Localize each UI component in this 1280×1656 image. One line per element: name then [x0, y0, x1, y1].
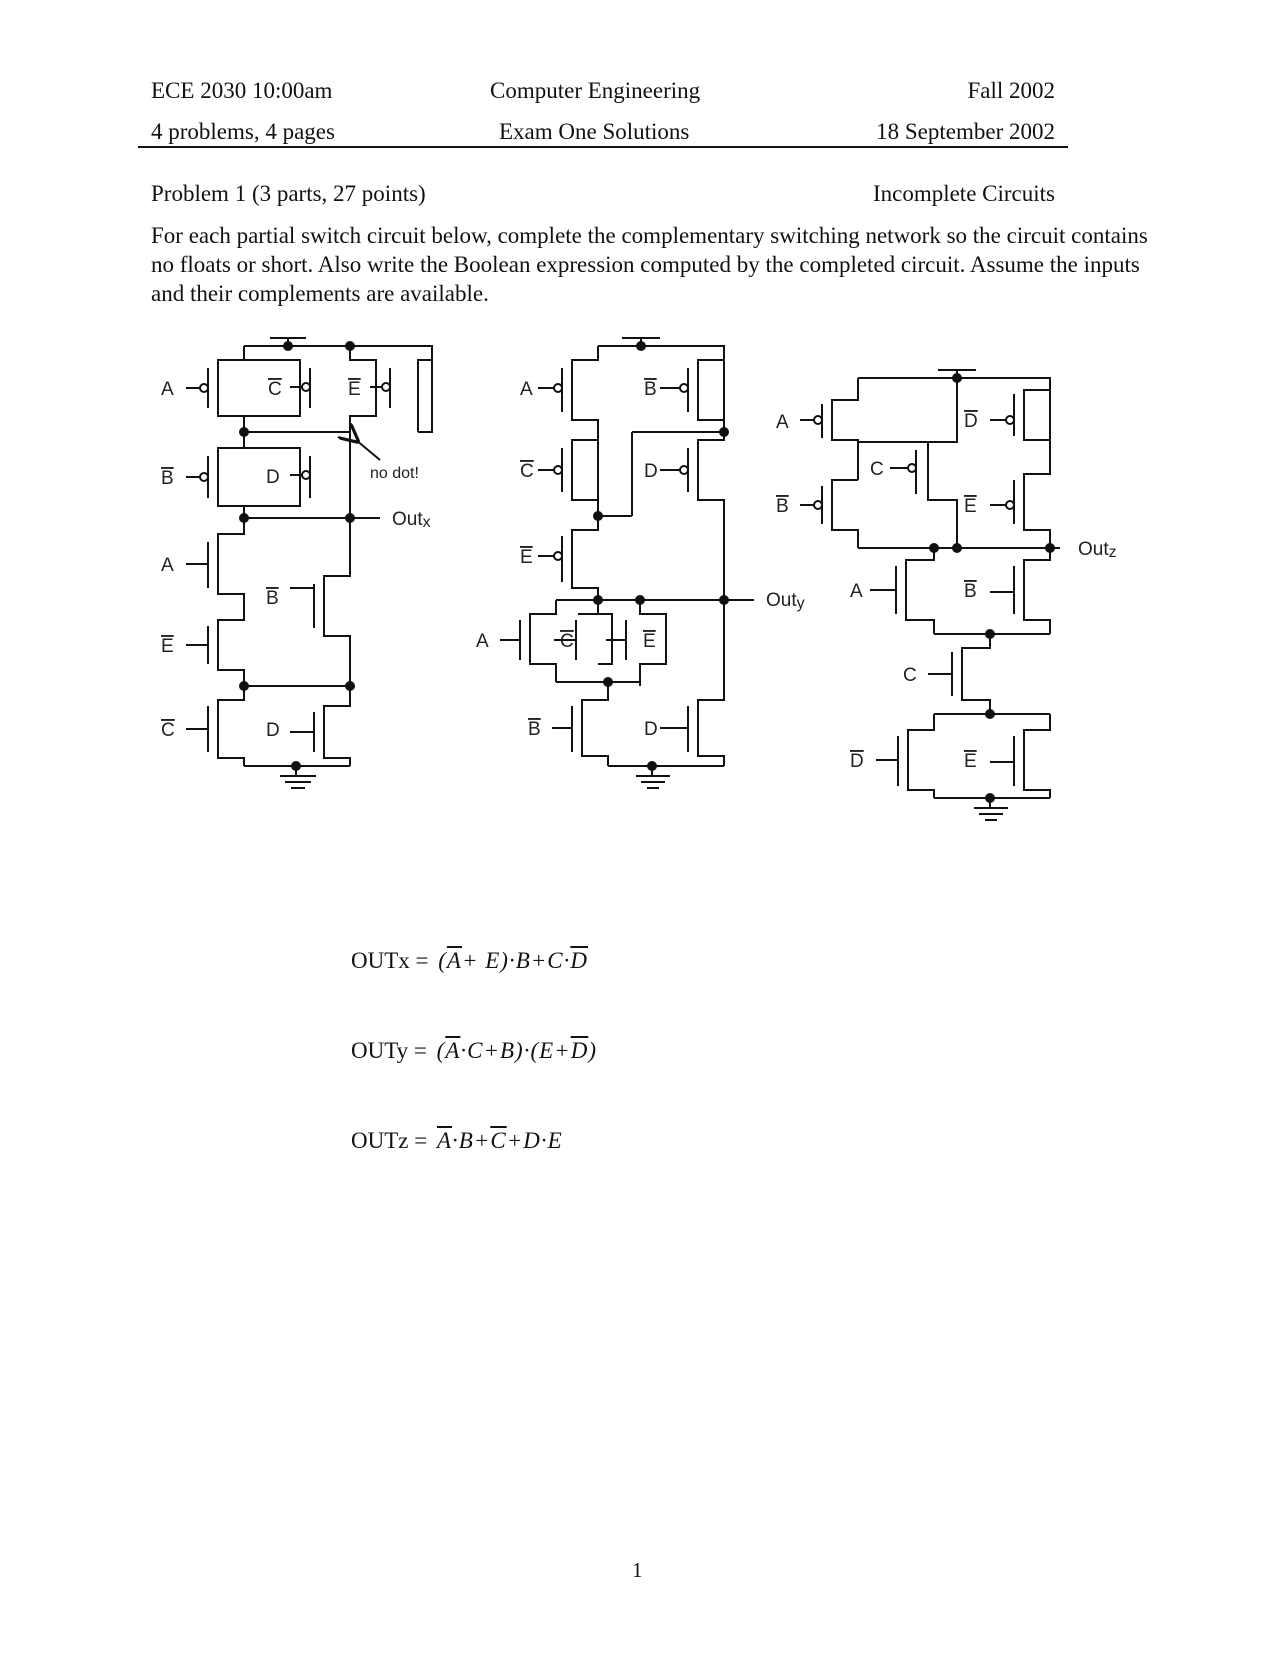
gate-label-c-bar: C [520, 461, 534, 482]
gate-label-a: A [520, 379, 533, 400]
gate-label-b-bar: B [776, 496, 789, 517]
gate-label-b-bar-n: B [266, 588, 279, 609]
gate-label-d-n: D [644, 719, 658, 740]
exam-title: Exam One Solutions [499, 119, 690, 144]
term-label: Fall 2002 [967, 78, 1055, 103]
gate-label-a-n: A [161, 555, 174, 576]
problem-instructions: For each partial switch circuit below, complete the complementary switching network so the circuit contains no floats or short. Also write the Boolean expression computed by the completed circuit. Assume the inputs and their complements are available. [151, 223, 1148, 306]
out-z-label: Outz [1078, 539, 1117, 561]
gate-label-b-bar: B [161, 468, 174, 489]
gate-label-e-bar-n: E [643, 631, 656, 652]
gate-label-c-n: C [903, 665, 917, 686]
gate-label-a: A [776, 412, 789, 433]
problem-count-label: 4 problems, 4 pages [151, 119, 335, 144]
annotation-arrow [356, 440, 380, 460]
course-label: ECE 2030 10:00am [151, 78, 333, 103]
equation-out-x: OUTx = $(\overline{A}+ E)\cdot B+C\cdot\overline{D}$ [351, 948, 588, 973]
exam-date: 18 September 2002 [876, 119, 1055, 144]
department-label: Computer Engineering [490, 78, 701, 103]
gate-label-e-bar-n: E [161, 636, 174, 657]
problem-label: Problem 1 (3 parts, 27 points) [151, 181, 426, 206]
gate-label-e-bar: E [520, 547, 533, 568]
gate-label-e-bar-n: E [964, 751, 977, 772]
gate-label-d: D [266, 467, 280, 488]
gate-label-e-bar: E [348, 379, 361, 400]
gate-label-c-bar-n: C [161, 720, 175, 741]
gate-label-b-bar: B [644, 379, 657, 400]
equation-out-z: OUTz = $\overline{A}\cdot B+\overline{C}+D\cdot E$ [351, 1128, 563, 1153]
circuit-x [161, 338, 432, 788]
gate-label-e-bar: E [964, 496, 977, 517]
gate-label-a: A [161, 379, 174, 400]
gate-label-c-bar-n: C [560, 631, 574, 652]
annotation-text: no dot! [370, 465, 419, 482]
page-number: 1 [632, 1558, 643, 1582]
gate-label-d-bar: D [964, 411, 978, 432]
gate-label-d-n: D [266, 720, 280, 741]
gate-label-d: D [644, 461, 658, 482]
circuit-y [476, 338, 805, 788]
gate-label-c-bar: C [268, 379, 282, 400]
gate-label-a-n: A [850, 581, 863, 602]
gate-label-b-bar-n: B [528, 719, 541, 740]
problem-topic: Incomplete Circuits [872, 181, 1055, 206]
circuit-z [776, 370, 1117, 820]
gate-label-c: C [870, 459, 884, 480]
equation-out-y: OUTy = $(\overline{A}\cdot C+B)\cdot(E+\overline{D})$ [351, 1038, 597, 1063]
out-y-label: Outy [766, 590, 805, 612]
out-x-label: Outx [392, 509, 431, 531]
gate-label-b-bar-n: B [964, 581, 977, 602]
gate-label-d-bar-n: D [850, 751, 864, 772]
gate-label-a-n: A [476, 631, 489, 652]
